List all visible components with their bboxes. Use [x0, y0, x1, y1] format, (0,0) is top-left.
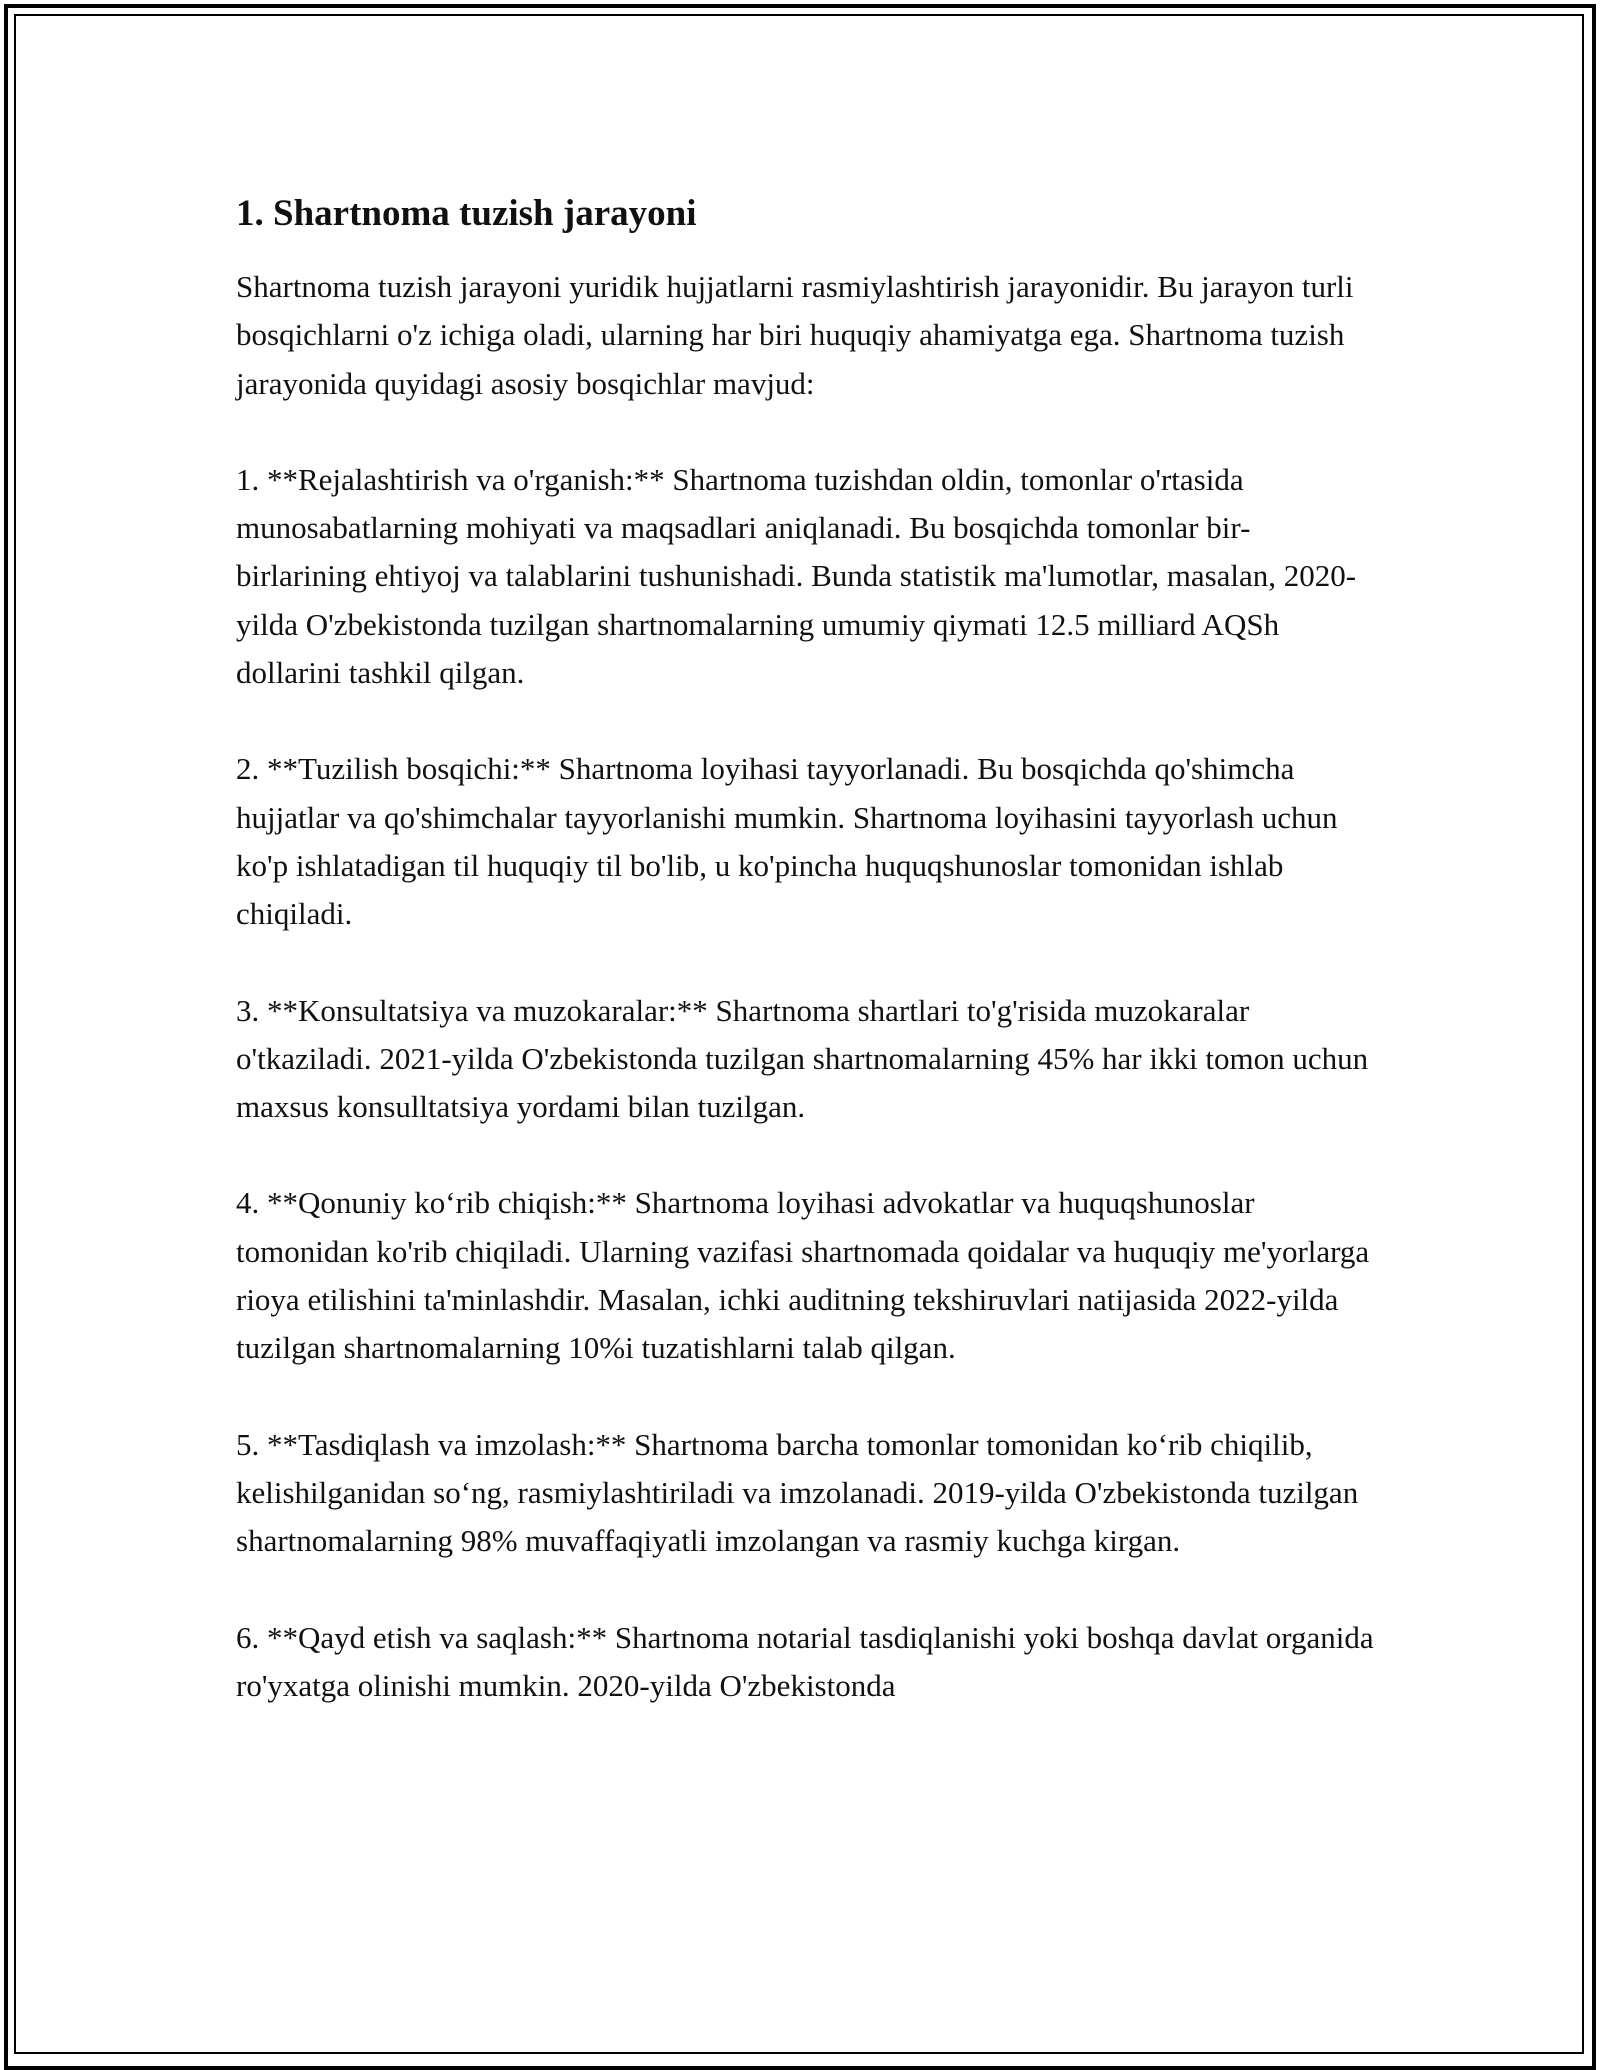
- step-5-paragraph: 5. **Tasdiqlash va imzolash:** Shartnoma barcha tomonlar tomonidan ko‘rib chiqilib, kelishilganidan so‘ng, rasmiylashtiriladi va imzolanadi. 2019-yilda O'zbekistonda tuzilgan shartnomalarning 98% muvaffaqiyatli imzolangan va rasmiy kuchga kirgan.: [236, 1426, 1359, 1559]
- step-2-paragraph: 2. **Tuzilish bosqichi:** Shartnoma loyihasi tayyorlanadi. Bu bosqichda qo'shimcha hujjatlar va qo'shimchalar tayyorlanishi mumkin. Shartnoma loyihasini tayyorlash uchun ko'p ishlatadigan til huquqiy til bo'lib, u ko'pincha huquqshunoslar tomonidan ishlab chiqiladi.: [236, 751, 1338, 932]
- step-3-paragraph: 3. **Konsultatsiya va muzokaralar:** Shartnoma shartlari to'g'risida muzokaralar o'tkaziladi. 2021-yilda O'zbekistonda tuzilgan shartnomalarning 45% har ikki tomon uchun maxsus konsulltatsiya yordami bilan tuzilgan.: [236, 992, 1369, 1125]
- step-4-paragraph: 4. **Qonuniy ko‘rib chiqish:** Shartnoma loyihasi advokatlar va huquqshunoslar tomonidan ko'rib chiqiladi. Ularning vazifasi shartnomada qoidalar va huquqiy me'yorlarga rioya etilishini ta'minlashdir. Masalan, ichki auditning tekshiruvlari natijasida 2022-yilda tuzilgan shartnomalarning 10%i tuzatishlarni talab qilgan.: [236, 1185, 1370, 1366]
- section-title: 1. Shartnoma tuzish jarayoni: [236, 193, 697, 234]
- step-1-paragraph: 1. **Rejalashtirish va o'rganish:** Shartnoma tuzishdan oldin, tomonlar o'rtasida munosabatlarning mohiyati va maqsadlari aniqlanadi. Bu bosqichda tomonlar bir-birlarining ehtiyoj va talablarini tushunishadi. Bunda statistik ma'lumotlar, masalan, 2020-yilda O'zbekistonda tuzilgan shartnomalarning umumiy qiymati 12.5 milliard AQSh dollarini tashkil qilgan.: [236, 461, 1357, 691]
- step-6-paragraph: 6. **Qayd etish va saqlash:** Shartnoma notarial tasdiqlanishi yoki boshqa davlat organida ro'yxatga olinishi mumkin. 2020-yilda O'zbekistonda: [236, 1619, 1374, 1703]
- document-body: [236, 187, 1376, 1758]
- intro-paragraph: Shartnoma tuzish jarayoni yuridik hujjatlarni rasmiylashtirish jarayonidir. Bu jarayon turli bosqichlarni o'z ichiga oladi, ularning har biri huquqiy ahamiyatga ega. Shartnoma tuzish jarayonida quyidagi asosiy bosqichlar mavjud:: [236, 269, 1354, 401]
